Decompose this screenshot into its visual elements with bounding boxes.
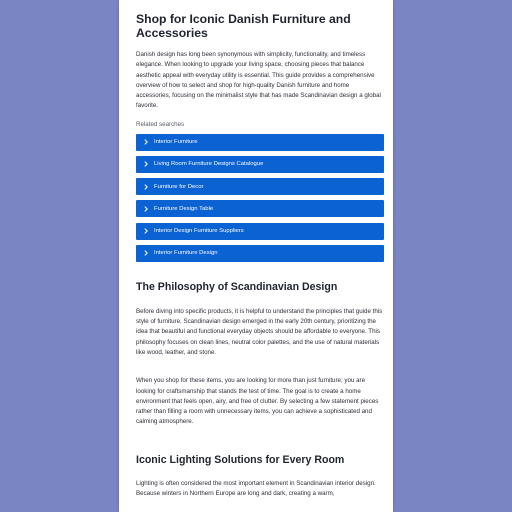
related-search-label: Interior Furniture Design (154, 250, 218, 257)
page-title: Shop for Iconic Danish Furniture and Accessories (136, 12, 351, 40)
section-paragraph: Lighting is often considered the most important element in Scandinavian interior design. Because winters in Northern Europe are long and dark, creating a warm, (136, 479, 376, 497)
related-search-furniture-design-table[interactable] (136, 200, 384, 217)
related-search-label: Furniture Design Table (154, 205, 214, 212)
related-search-living-room-catalogue[interactable] (136, 156, 384, 173)
related-search-interior-furniture[interactable] (136, 134, 384, 151)
section-philosophy (136, 281, 383, 428)
related-search-label: Interior Design Furniture Suppliers (154, 228, 244, 235)
chevron-right-icon (138, 184, 154, 190)
intro-paragraph: Danish design has long been synonymous with simplicity, functionality, and timeless elegance. When looking to upgrade your living space, choosing pieces that balance aesthetic appeal with everyday utility is essential. This guide provides a comprehensive overview of how to select and shop for high-quality Danish furniture and home accessories, focusing on the minimalist style that has made Scandinavian design a global favorite. (136, 51, 381, 110)
chevron-right-icon (138, 206, 154, 212)
related-search-label: Furniture for Decor (154, 183, 204, 190)
chevron-right-icon (138, 161, 154, 167)
related-searches-label: Related searches (136, 120, 185, 128)
related-search-furniture-for-decor[interactable] (136, 178, 384, 195)
chevron-right-icon (138, 250, 154, 256)
article-content (119, 0, 393, 499)
related-search-interior-furniture-design[interactable] (136, 245, 384, 262)
chevron-right-icon (138, 139, 154, 145)
section-lighting (136, 454, 383, 500)
related-search-label: Interior Furniture (154, 139, 198, 146)
related-search-label: Living Room Furniture Designs Catalogue (154, 161, 264, 168)
section-heading: Iconic Lighting Solutions for Every Room (136, 453, 345, 466)
related-search-interior-design-suppliers[interactable] (136, 223, 384, 240)
article-page (119, 0, 393, 512)
related-searches-list (136, 134, 384, 262)
section-heading: The Philosophy of Scandinavian Design (136, 280, 338, 293)
section-paragraph: When you shop for these items, you are looking for more than just furniture; you are looking for craftsmanship that stands the test of time. The goal is to create a home environment that feels open, airy, and free of clutter. By selecting a few statement pieces rather than filling a room with unnecessary items, you can achieve a sophisticated and calming atmosphere. (136, 377, 379, 426)
chevron-right-icon (138, 228, 154, 234)
section-paragraph: Before diving into specific products, it is helpful to understand the principles that guide this style of furniture. Scandinavian design emerged in the early 20th century, prioritizing the idea that beautiful and functional everyday objects should be affordable to everyone. This philosophy focuses on clean lines, neutral color palettes, and the use of natural materials like wood, leather, and stone. (136, 307, 383, 356)
